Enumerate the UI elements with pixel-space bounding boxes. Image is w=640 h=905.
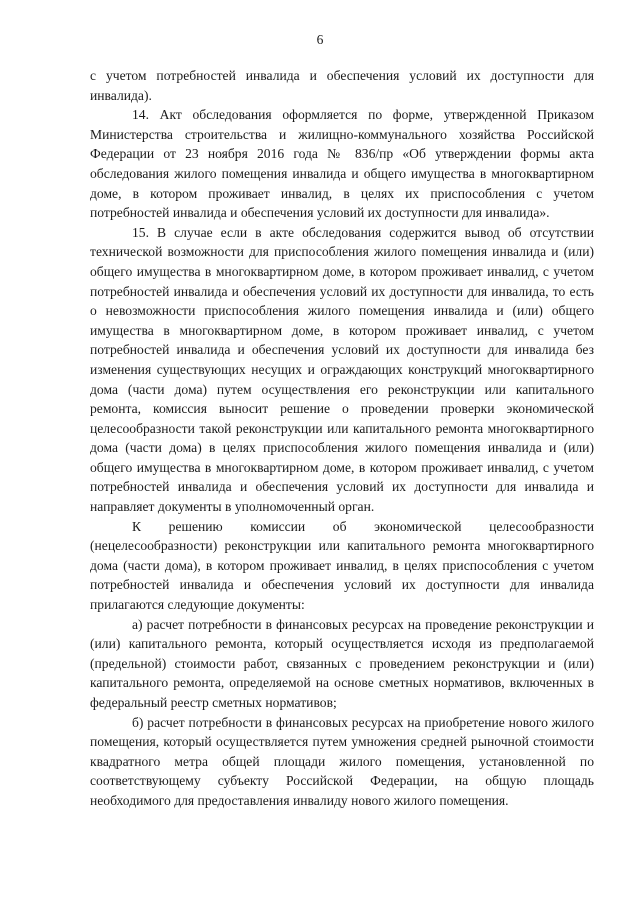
paragraph-subitem-a: а) расчет потребности в финансовых ресурсах на проведение реконструкции и (или) капитального ремонта, который осуществляется исходя из предполагаемой (предельной) стоимости работ, связанных с проведением реконструкции и (или) капитального ремонта, определяемой на основе сметных нормативов, включенных в федеральный реестр сметных нормативов;	[90, 616, 594, 710]
page-number: 6	[316, 32, 324, 47]
paragraph-item-14: 14. Акт обследования оформляется по форме, утвержденной Приказом Министерства строительства и жилищно-коммунального хозяйства Российской Федерации от 23 ноября 2016 года № 836/пр «Об утверждении формы акта обследования жилого помещения инвалида и общего имущества в многоквартирном доме, в котором проживает инвалид, в целях их приспособления с учетом потребностей инвалида и обеспечения условий их доступности для инвалида».	[90, 107, 594, 221]
paragraph-subitem-b: б) расчет потребности в финансовых ресурсах на приобретение нового жилого помещения, который осуществляется путем умножения средней рыночной стоимости квадратного метра общей площади жилого помещения, установленной по соответствующему субъекту Российской Федерации, на общую площадь необходимого для предоставления инвалиду нового жилого помещения.	[90, 714, 594, 808]
paragraph-item-15: 15. В случае если в акте обследования содержится вывод об отсутствии технической возможности для приспособления жилого помещения инвалида и (или) общего имущества в многоквартирном доме, в котором проживает инвалид, с учетом потребностей инвалида и обеспечения условий их доступности для инвалида, то есть о невозможности приспособления жилого помещения инвалида и (или) общего имущества в многоквартирном доме, в котором проживает инвалид, с учетом потребностей инвалида и обеспечения условий их доступности для инвалида без изменения существующих несущих и ограждающих конструкций многоквартирного дома (части дома) путем осуществления его реконструкции или капитального ремонта, комиссия выносит решение о проведении проверки экономической целесообразности такой реконструкции или капитального ремонта многоквартирного дома (части дома) в целях приспособления жилого помещения инвалида и (или) общего имущества в многоквартирном доме, в котором проживает инвалид, с учетом потребностей инвалида и обеспечения условий их доступности для инвалида и направляет документы в уполномоченный орган.	[90, 224, 594, 515]
paragraph-commission-decision: К решению комиссии об экономической целесообразности (нецелесообразности) реконструкции или капитального ремонта многоквартирного дома (части дома), в котором проживает инвалид, в целях приспособления с учетом потребностей инвалида и обеспечения условий их доступности для инвалида прилагаются следующие документы:	[90, 518, 594, 613]
document-body	[90, 66, 594, 811]
paragraph-continuation: с учетом потребностей инвалида и обеспечения условий их доступности для инвалида).	[90, 68, 594, 103]
